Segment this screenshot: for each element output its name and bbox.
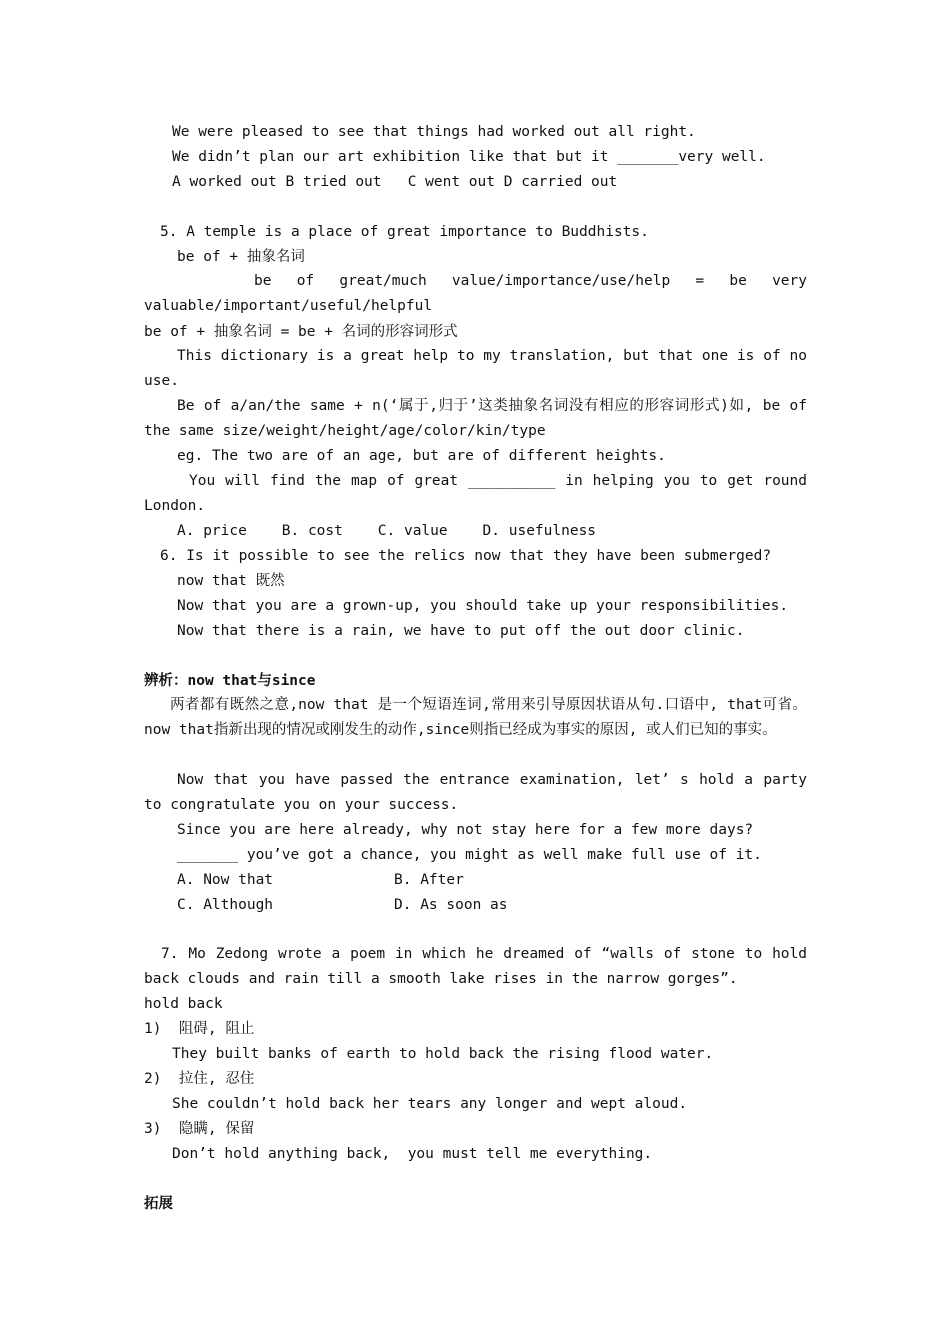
phrase-meaning: 3) 隐瞒, 保留 bbox=[144, 1121, 255, 1137]
comparison-heading: 辨析：now that与since bbox=[144, 673, 316, 689]
exercise-option: B. After bbox=[394, 872, 464, 888]
exercise-option: D. As soon as bbox=[394, 897, 508, 913]
exercise-options: A worked out B tried out C went out D carried out bbox=[172, 174, 618, 190]
phrase-heading: hold back bbox=[144, 996, 223, 1012]
example-sentence: Now that you are a grown-up, you should take up your responsibilities. bbox=[177, 598, 789, 614]
phrase-meaning: 1) 阻碍, 阻止 bbox=[144, 1021, 255, 1037]
exercise-question: _______ you’ve got a chance, you might as well make full use of it. bbox=[177, 847, 762, 863]
structure-note: be of + 抽象名词 = be + 名词的形容词形式 bbox=[144, 324, 458, 340]
phrase-meaning: 2) 拉住, 忍住 bbox=[144, 1071, 255, 1087]
extension-heading: 拓展 bbox=[144, 1196, 173, 1212]
phrase-meaning: now that 既然 bbox=[177, 573, 285, 589]
structure-note: be of + 抽象名词 bbox=[177, 249, 305, 265]
example-sentence: We were pleased to see that things had worked out all right. bbox=[172, 124, 696, 140]
example-sentence: eg. The two are of an age, but are of different heights. bbox=[177, 448, 666, 464]
item-5-heading: 5. A temple is a place of great importance to Buddhists. bbox=[160, 224, 649, 240]
item-6-heading: 6. Is it possible to see the relics now that they have been submerged? bbox=[160, 548, 772, 564]
exercise-option: C. Although bbox=[177, 897, 274, 913]
example-sentence: She couldn’t hold back her tears any longer and wept aloud. bbox=[172, 1096, 688, 1112]
exercise-question: We didn’t plan our art exhibition like that but it _______very well. bbox=[172, 149, 766, 165]
comparison-explanation: 两者都有既然之意,now that 是一个短语连词,常用来引导原因状语从句.口语中, that可省。now that指新出现的情况或刚发生的动作,since则指已经成为事实的原因, 或人们已知的事实。 bbox=[144, 697, 807, 738]
structure-note-equivalence: be of great/much value/importance/use/help = be very valuable/important/useful/helpful bbox=[144, 273, 807, 314]
example-sentence: Since you are here already, why not stay here for a few more days? bbox=[177, 822, 754, 838]
exercise-question: You will find the map of great __________ in helping you to get round London. bbox=[144, 473, 807, 514]
example-sentence: This dictionary is a great help to my translation, but that one is of no use. bbox=[144, 348, 807, 389]
example-sentence: Don’t hold anything back, you must tell me everything. bbox=[172, 1146, 653, 1162]
exercise-options: A. price B. cost C. value D. usefulness bbox=[177, 523, 597, 539]
structure-note-same: Be of a/an/the same + n(‘属于,归于’这类抽象名词没有相应的形容词形式)如, be of the same size/weight/height/age/color/kin/type bbox=[144, 398, 807, 439]
example-sentence: Now that there is a rain, we have to put off the out door clinic. bbox=[177, 623, 745, 639]
exercise-option: A. Now that bbox=[177, 872, 274, 888]
example-sentence: They built banks of earth to hold back the rising flood water. bbox=[172, 1046, 714, 1062]
item-7-heading: 7. Mo Zedong wrote a poem in which he dreamed of “walls of stone to hold back clouds and rain till a smooth lake rises in the narrow gorges”. bbox=[144, 946, 807, 987]
example-sentence: Now that you have passed the entrance examination, let’ s hold a party to congratulate you on your success. bbox=[144, 772, 807, 813]
